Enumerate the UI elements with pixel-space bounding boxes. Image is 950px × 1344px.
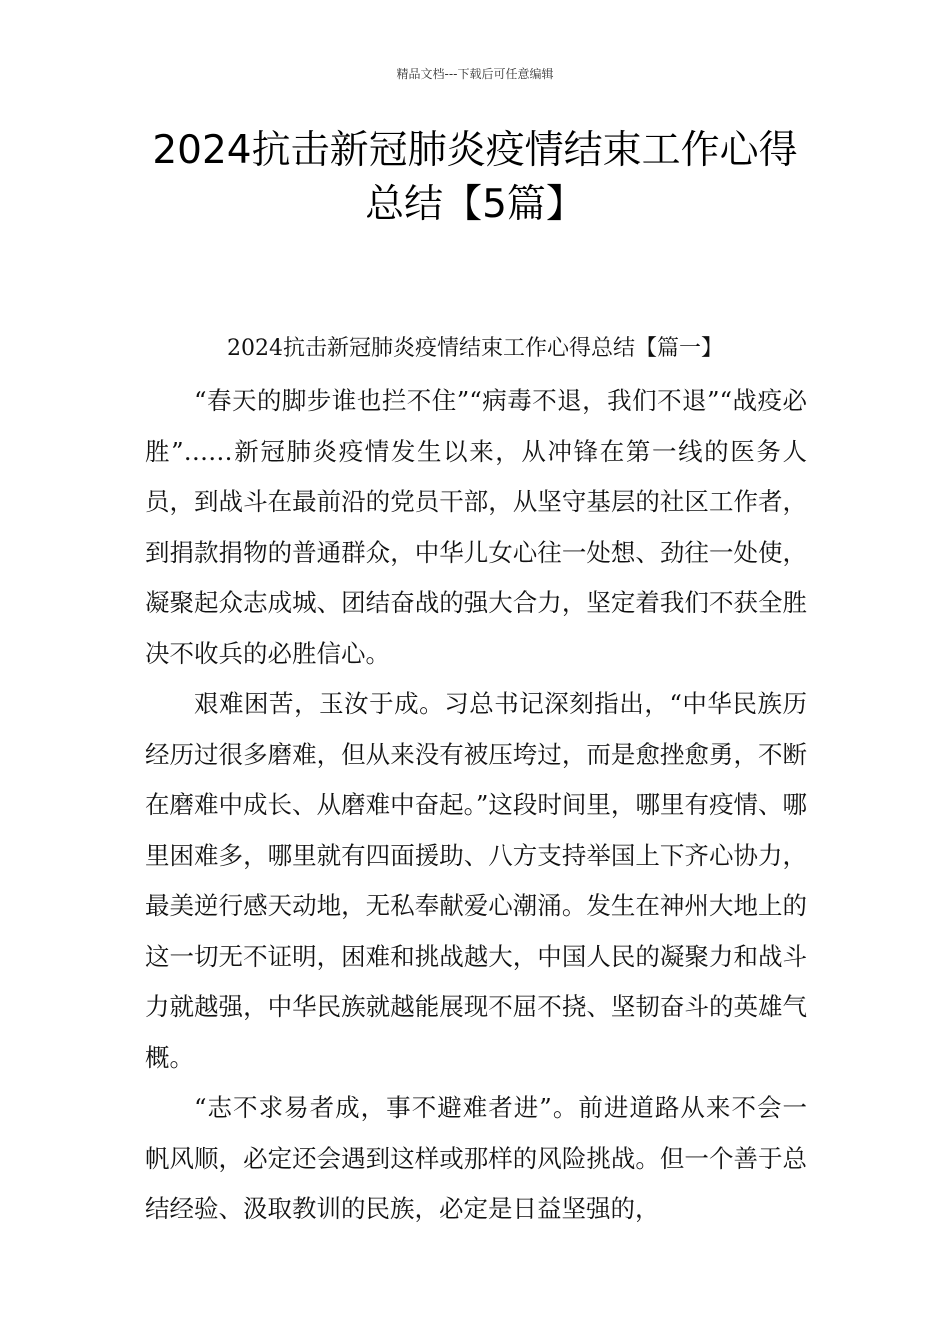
paragraph: 艰难困苦，玉汝于成。习总书记深刻指出，“中华民族历经历过很多磨难，但从来没有被压垮过，而是愈挫愈勇，不断在磨难中成长、从磨难中奋起。”这段时间里，哪里有疫情、哪里困难多，哪里就有四面援助、八方支持举国上下齐心协力，最美逆行感天动地，无私奉献爱心潮涌。发生在神州大地上的这一切无不证明，困难和挑战越大，中国人民的凝聚力和战斗力就越强，中华民族就越能展现不屈不挠、坚韧奋斗的英雄气概。 — [145, 689, 807, 1072]
paragraph: “春天的脚步谁也拦不住”“病毒不退，我们不退”“战疫必胜”……新冠肺炎疫情发生以来，从冲锋在第一线的医务人员，到战斗在最前沿的党员干部，从坚守基层的社区工作者，到捐款捐物的普通群众，中华儿女心往一处想、劲往一处使，凝聚起众志成城、团结奋战的强大合力，坚定着我们不获全胜决不收兵的必胜信心。 — [145, 386, 807, 668]
document-title: 2024抗击新冠肺炎疫情结束工作心得总结【5篇】 — [152, 128, 798, 227]
header-note: 精品文档---下载后可任意编辑 — [396, 67, 554, 81]
paragraph: “志不求易者成，事不避难者进”。前进道路从来不会一帆风顺，必定还会遇到这样或那样的风险挑战。但一个善于总结经验、汲取教训的民族，必定是日益坚强的， — [145, 1093, 807, 1223]
section-title: 2024抗击新冠肺炎疫情结束工作心得总结【篇一】 — [227, 336, 723, 361]
body-text — [145, 376, 807, 1235]
